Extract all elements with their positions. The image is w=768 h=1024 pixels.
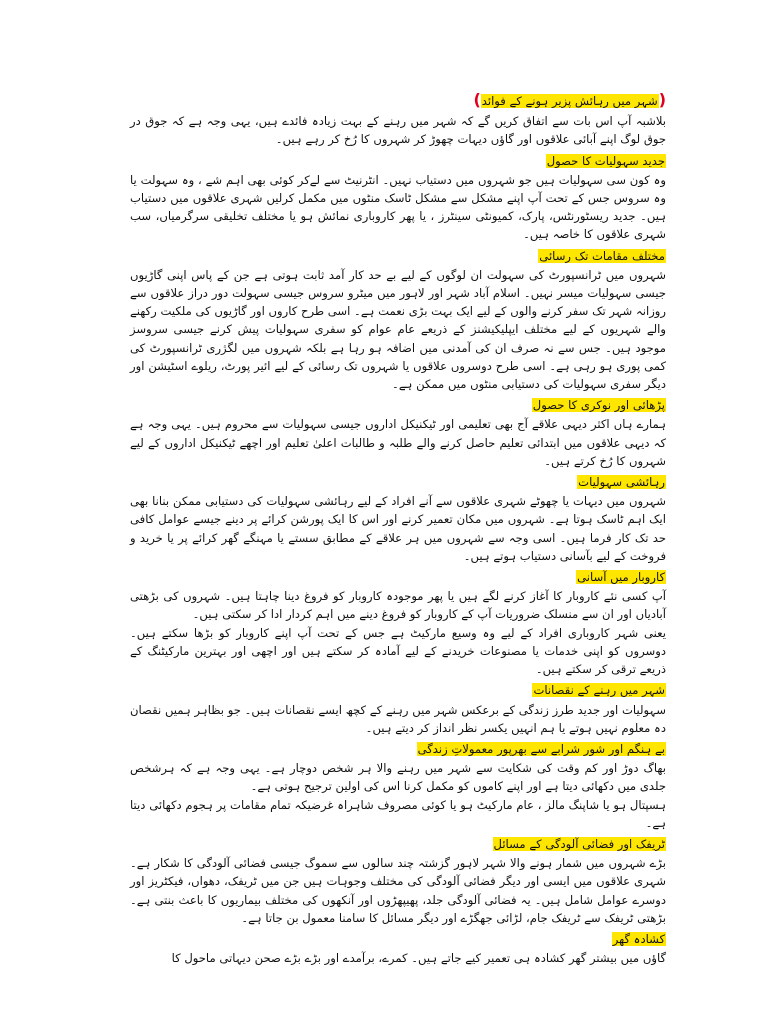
- section-heading: پڑھائی اور نوکری کا حصول: [532, 398, 665, 413]
- section-paragraph: ہمارے ہاں اکثر دیہی علاقے آج بھی تعلیمی اور ٹیکنیکل اداروں جیسی سہولیات سے محروم ہیں۔ یہی وجہ ہے کہ دیہی علاقوں میں ابتدائی تعلیم حاصل کرنے والے طلبہ و طالبات اعلیٰ تعلیم اور اچھے ٹیکنیکل اداروں کے لیے شہروں کا رُخ کرتے ہیں۔: [130, 417, 666, 468]
- section-heading: شہر میں رہنے کے نقصانات: [533, 683, 665, 698]
- section-heading: کشادہ گھر: [612, 931, 665, 946]
- section-business: [130, 568, 666, 678]
- section-heading: مختلف مقامات تک رسائی: [539, 248, 665, 263]
- section-paragraph: وہ کون سی سہولیات ہیں جو شہروں میں دستیاب نہیں۔ انٹرنیٹ سے لےکر کوئی بھی اہم شے ، وہ سہولت یا وہ سروس جس کے تحت آپ اپنے مشکل سے مشکل ٹاسک منٹوں میں مکمل کرلیں شہری علاقوں میں دستیاب ہیں۔ جدید ریسٹورنٹس، پارک، کمیونٹی سینٹرز ، یا پھر کاروباری نمائش ہو یا مختلف تخلیقی سرگرمیاں، سب شہری علاقوں کا خاصہ ہیں۔: [130, 172, 666, 242]
- document-page: [130, 92, 666, 967]
- document-title: [130, 92, 666, 110]
- section-spacious-homes: [130, 930, 666, 967]
- title-paren-close: ): [473, 90, 481, 109]
- section-heading: کاروبار میں آسانی: [577, 570, 665, 585]
- section-paragraph: ہسپتال ہو یا شاپنگ مالز ، عام مارکیٹ ہو یا کوئی مصروف شاہراہ غرضیکہ تمام مقامات پر ہجوم دکھائی دیتا ہے۔: [130, 797, 666, 830]
- section-heading: جدید سہولیات کا حصول: [546, 153, 665, 168]
- section-paragraph: آپ کسی نئے کاروبار کا آغاز کرنے لگے ہیں یا پھر موجودہ کاروبار کو فروغ دینا چاہتا ہیں۔ شہروں کی بڑھتی آبادیاں اور ان سے منسلک ضروریات آپ کے کاروبار کو فروغ دینے میں اہم کردار ادا کر سکتی ہیں۔: [130, 589, 666, 622]
- section-education-jobs: [130, 396, 666, 470]
- section-housing: [130, 473, 666, 565]
- section-paragraph: شہروں میں دیہات یا چھوٹے شہری علاقوں سے آنے افراد کے لیے رہائشی سہولیات کی دستیابی ممکن بنانا بھی ایک اہم ٹاسک ہوتا ہے۔ شہروں میں مکان تعمیر کرنے اور اس کا ایک پورشن کرائے پر دینے جیسے عوامل کافی حد تک کار فرما ہیں۔ اسی وجہ سے شہروں میں ہر علاقے کے مطابق سستے یا مہنگے گھر کرائے پر یا خرید و فروخت کے لیے بآسانی دستیاب ہوتے ہیں۔: [130, 494, 666, 563]
- intro-paragraph: بلاشبہ آپ اس بات سے اتفاق کریں گے کہ شہر میں رہنے کے بہت زیادہ فائدے ہیں، یہی وجہ ہے کہ جوق در جوق لوگ اپنے آبائی علاقوں اور گاؤں دیہات چھوڑ کر شہروں کا رُخ کر رہے ہیں۔: [130, 114, 666, 147]
- section-paragraph: شہروں میں ٹرانسپورٹ کی سہولت ان لوگوں کے لیے بے حد کار آمد ثابت ہوتی ہے جن کے پاس اپنی گاڑیوں جیسی سہولیات میسر نہیں۔ اسلام آباد شہر اور لاہور میں میٹرو سروس جیسی سہولت دور دراز علاقوں سے روزانہ شہر تک سفر کرنے والوں کے لیے ایک بہت بڑی نعمت ہے۔ اسی طرح کاروں اور گاڑیوں کی ملکیت رکھنے والے شہریوں کے لیے مختلف ایپلیکیشنز کے ذریعے عام عوام کو سفری سہولیات پیش کرنے جیسی سروسز موجود ہیں۔ جس سے نہ صرف ان کی آمدنی میں اضافہ ہو رہا ہے بلکہ شہروں میں لگژری ٹرانسپورٹ کی کمی پوری ہو رہی ہے۔ اسی طرح دوسروں علاقوں یا شہروں تک رسائی کے لیے ائیر پورٹ، ریلوے اسٹیشن اور دیگر سفری سہولیات کی دستیابی منٹوں میں ممکن ہے۔: [130, 267, 666, 392]
- section-heading: بے ہنگم اور شور شرابے سے بھرپور معمولاتِ زندگی: [417, 741, 665, 756]
- section-paragraph: یعنی شہر کاروباری افراد کے لیے وہ وسیع مارکیٹ ہے جس کے تحت آپ اپنے کاروبار کو بڑھا سکتے ہیں۔ دوسروں کو اپنی خدمات یا مصنوعات خریدنے کے لیے آمادہ کر سکتے ہیں اور اچھی اور بہترین مارکیٹنگ کے ذریعے ترقی کر سکتے ہیں۔: [130, 625, 666, 677]
- title-text: شہر میں رہائش پزیر ہونے کے فوائد: [481, 94, 658, 108]
- section-heading: ٹریفک اور فضائی آلودگی کے مسائل: [493, 836, 665, 851]
- title-paren-open: (: [658, 90, 666, 109]
- section-traffic-pollution: [130, 835, 666, 927]
- section-heading: رہائشی سہولیات: [578, 475, 665, 490]
- section-hectic-life: [130, 740, 666, 832]
- section-paragraph: سہولیات اور جدید طرز زندگی کے برعکس شہر میں رہنے کے کچھ ایسے نقصانات ہیں۔ جو بظاہر ہمیں نقصان دہ معلوم نہیں ہوتے یا ہم انہیں یکسر نظر انداز کر دیتے ہیں۔: [130, 702, 666, 735]
- section-modern-facilities: [130, 152, 666, 244]
- section-paragraph: گاؤں میں بیشتر گھر کشادہ ہی تعمیر کیے جاتے ہیں۔ کمرے، برآمدے اور بڑے بڑے صحن دیہاتی ماحول کا: [171, 951, 666, 966]
- section-paragraph: بھاگ دوڑ اور کم وقت کی شکایت سے شہر میں رہنے والا ہر شخص دوچار ہے۔ یہی وجہ ہے کہ ہرشخص جلدی میں دکھائی دیتا ہے اور اپنے کاموں کو مکمل کرنا اس کی اولین ترجیح ہوتی ہے۔: [130, 761, 666, 794]
- section-paragraph: بڑے شہروں میں شمار ہونے والا شہر لاہور گزشتہ چند سالوں سے سموگ جیسی فضائی آلودگی کا شکار ہے۔ شہری علاقوں میں ایسی اور دیگر فضائی آلودگی کی مختلف وجوہات ہیں جن میں ٹریفک، دھواں، فیکٹریز اور دوسرے عوامل شامل ہیں۔ یہ فضائی آلودگی جلد، پھیپھڑوں اور آنکھوں کی مختلف بیماریوں کا باعث بنتی ہے۔ بڑھتی ٹریفک سے ٹریفک جام، لڑائی جھگڑے اور دیگر مسائل کا سامنا معمول بن جاتا ہے۔: [130, 856, 666, 925]
- section-disadvantages: [130, 681, 666, 737]
- section-access-places: [130, 247, 666, 394]
